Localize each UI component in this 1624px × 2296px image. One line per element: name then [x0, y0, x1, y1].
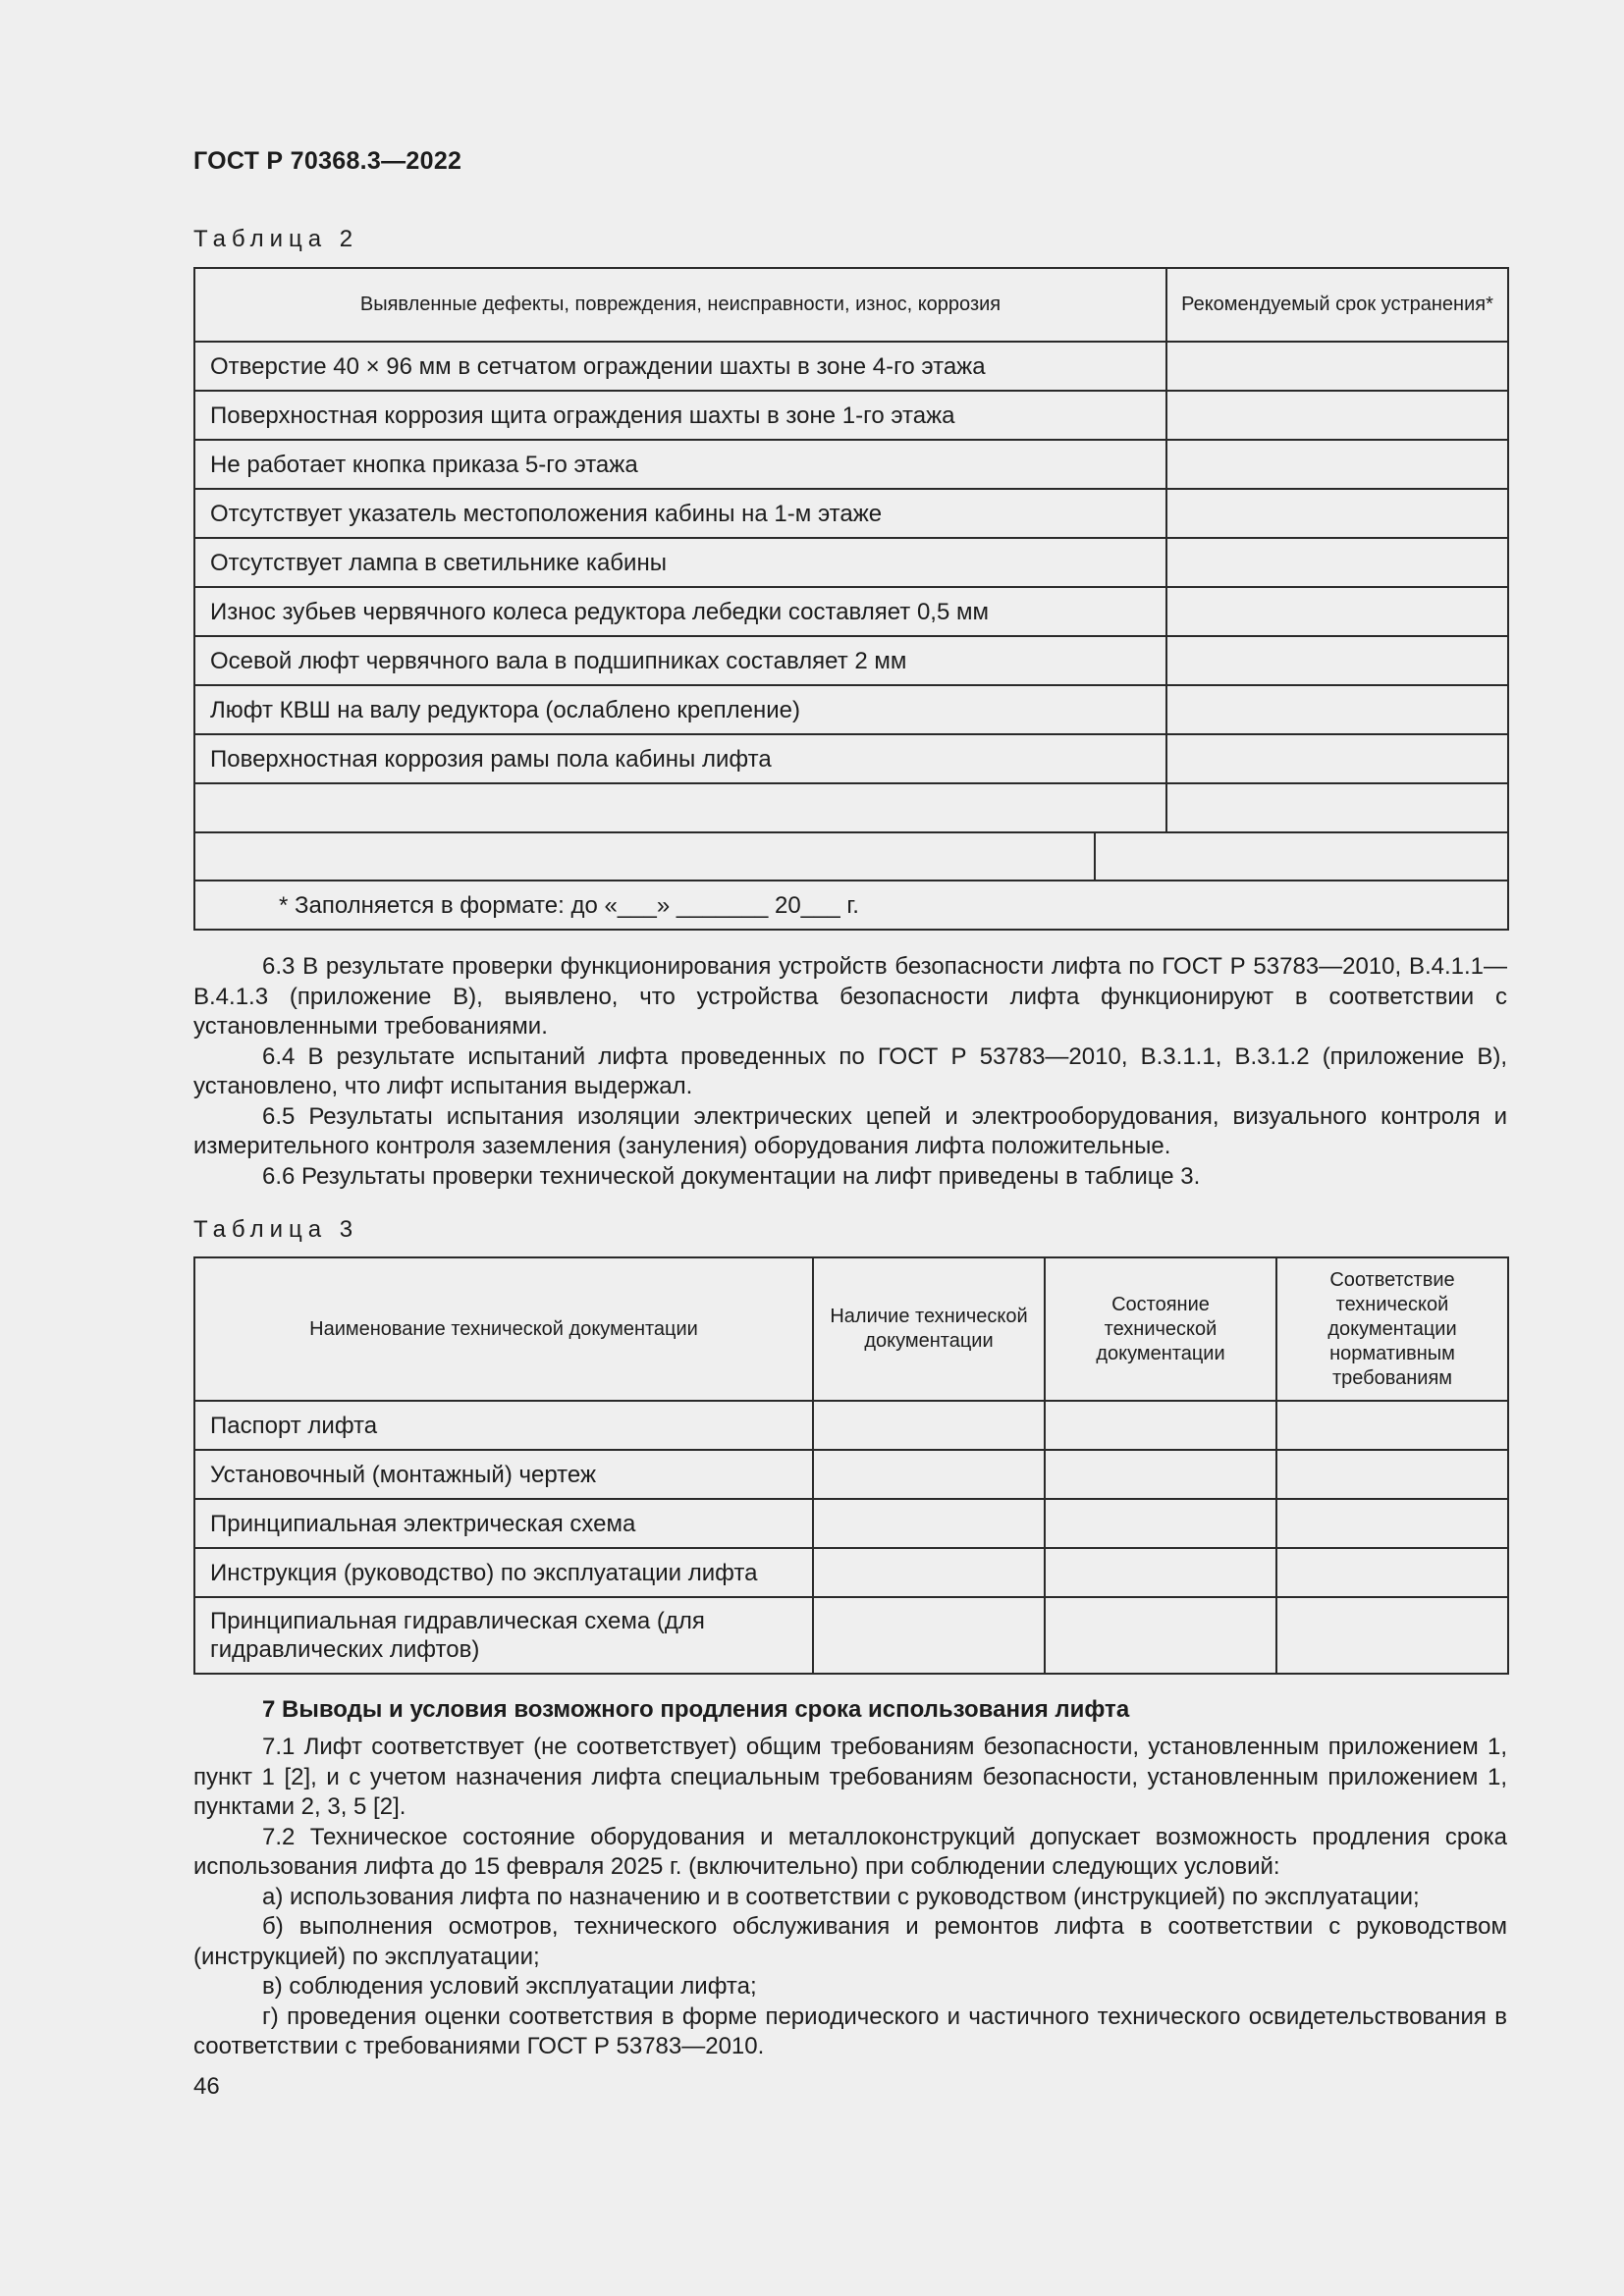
table2-deadline-cell: [1166, 489, 1508, 538]
table2-defect-cell: Поверхностная коррозия щита ограждения шахты в зоне 1-го этажа: [194, 391, 1166, 440]
table2-deadline-cell: [1166, 734, 1508, 783]
table2-deadline-cell: [1166, 440, 1508, 489]
table-row: [194, 1548, 1508, 1597]
table3-cell: [813, 1597, 1045, 1674]
table2-defect-cell: Люфт КВШ на валу редуктора (ослаблено крепление): [194, 685, 1166, 734]
table3-doc-name: Паспорт лифта: [194, 1401, 813, 1450]
table2-split-right: [1096, 833, 1492, 880]
table2-deadline-cell: [1166, 783, 1508, 832]
table3-cell: [813, 1548, 1045, 1597]
paragraph-6-4: 6.4 В результате испытаний лифта проведенных по ГОСТ Р 53783—2010, В.3.1.1, В.3.1.2 (приложение В), установлено, что лифт испытания выдержал.: [193, 1042, 1507, 1099]
table-row: [194, 783, 1508, 832]
table-row: [194, 636, 1508, 685]
table2-deadline-cell: [1166, 391, 1508, 440]
table3-doc-name: Принципиальная гидравлическая схема (для гидравлических лифтов): [194, 1597, 813, 1674]
table3-caption: Таблица 3: [193, 1216, 359, 1243]
table-row: [194, 342, 1508, 391]
section7-text: [193, 1733, 1507, 2062]
table3-cell: [1276, 1450, 1508, 1499]
table3-cell: [1276, 1548, 1508, 1597]
table-row: [194, 1450, 1508, 1499]
condition-b: б) выполнения осмотров, технического обслуживания и ремонтов лифта в соответствии с руководством (инструкцией) по эксплуатации;: [193, 1913, 1507, 1970]
paragraph-6-6: 6.6 Результаты проверки технической документации на лифт приведены в таблице 3.: [262, 1162, 1201, 1190]
table2-defect-cell: Отсутствует лампа в светильнике кабины: [194, 538, 1166, 587]
table-row: [194, 391, 1508, 440]
table3-header-name: Наименование технической документации: [194, 1257, 813, 1401]
table2-defect-cell: Поверхностная коррозия рамы пола кабины лифта: [194, 734, 1166, 783]
table3-header-row: [194, 1257, 1508, 1401]
table-row: [194, 1597, 1508, 1674]
document-header: ГОСТ Р 70368.3—2022: [193, 147, 462, 175]
table3-header-state: Состояние технической документации: [1045, 1257, 1276, 1401]
table2-footnote-row: [194, 881, 1508, 930]
table3-cell: [1045, 1450, 1276, 1499]
table3-cell: [1276, 1597, 1508, 1674]
table2-defect-cell: Износ зубьев червячного колеса редуктора лебедки составляет 0,5 мм: [194, 587, 1166, 636]
condition-a: а) использования лифта по назначению и в соответствии с руководством (инструкцией) по эксплуатации;: [262, 1883, 1420, 1910]
table-row: [194, 832, 1508, 881]
table2-header-row: [194, 268, 1508, 342]
table2: [193, 267, 1509, 931]
paragraph-6-3: 6.3 В результате проверки функционирования устройств безопасности лифта по ГОСТ Р 53783—2010, В.4.1.1—В.4.1.3 (приложение В), выявлено, что устройства безопасности лифта функционируют в соответствии с установленными требованиями.: [193, 953, 1507, 1040]
table2-deadline-cell: [1166, 636, 1508, 685]
table3-doc-name: Принципиальная электрическая схема: [194, 1499, 813, 1548]
condition-d: г) проведения оценки соответствия в форме периодического и частичного технического освидетельствования в соответствии с требованиями ГОСТ Р 53783—2010.: [193, 2002, 1507, 2059]
table3-cell: [813, 1450, 1045, 1499]
table-row: [194, 734, 1508, 783]
paragraph-7-2: 7.2 Техническое состояние оборудования и металлоконструкций допускает возможность продления срока использования лифта до 15 февраля 2025 г. (включительно) при соблюдении следующих условий:: [193, 1823, 1507, 1880]
table2-defect-cell: Отсутствует указатель местоположения кабины на 1-м этаже: [194, 489, 1166, 538]
table3-cell: [1276, 1499, 1508, 1548]
table2-split-cell: [194, 832, 1508, 881]
table2-col1-header: Выявленные дефекты, повреждения, неисправности, износ, коррозия: [194, 268, 1166, 342]
table2-defect-cell: Не работает кнопка приказа 5-го этажа: [194, 440, 1166, 489]
table-row: [194, 489, 1508, 538]
table-row: [194, 1401, 1508, 1450]
table-row: [194, 440, 1508, 489]
table-row: [194, 587, 1508, 636]
section6-text: [193, 952, 1507, 1192]
table3-cell: [1045, 1597, 1276, 1674]
table3-doc-name: Инструкция (руководство) по эксплуатации лифта: [194, 1548, 813, 1597]
table3-cell: [1045, 1401, 1276, 1450]
table3-doc-name: Установочный (монтажный) чертеж: [194, 1450, 813, 1499]
table2-defect-cell: [194, 783, 1166, 832]
table2-deadline-cell: [1166, 342, 1508, 391]
page-number: 46: [193, 2073, 220, 2100]
table2-defect-cell: Осевой люфт червячного вала в подшипниках составляет 2 мм: [194, 636, 1166, 685]
table3-cell: [813, 1401, 1045, 1450]
table2-footnote: * Заполняется в формате: до «___» _______ 20___ г.: [194, 881, 1508, 930]
table2-caption: Таблица 2: [193, 226, 359, 252]
paragraph-7-1: 7.1 Лифт соответствует (не соответствует) общим требованиям безопасности, установленным приложением 1, пункт 1 [2], и с учетом назначения лифта специальным требованиям безопасности, установленным приложением 1, пунктами 2, 3, 5 [2].: [193, 1734, 1507, 1820]
table3: [193, 1256, 1509, 1675]
table2-col2-header: Рекомендуемый срок устранения*: [1166, 268, 1508, 342]
table2-deadline-cell: [1166, 685, 1508, 734]
section7-title: 7 Выводы и условия возможного продления срока использования лифта: [262, 1696, 1130, 1723]
table3-cell: [1045, 1499, 1276, 1548]
table3-header-compliance: Соответствие технической документации нормативным требованиям: [1276, 1257, 1508, 1401]
table3-cell: [813, 1499, 1045, 1548]
table2-deadline-cell: [1166, 587, 1508, 636]
table2-split-left: [210, 833, 1096, 880]
table2-deadline-cell: [1166, 538, 1508, 587]
table3-cell: [1276, 1401, 1508, 1450]
table-row: [194, 1499, 1508, 1548]
table-row: [194, 538, 1508, 587]
paragraph-6-5: 6.5 Результаты испытания изоляции электрических цепей и электрооборудования, визуального контроля и измерительного контроля заземления (зануления) оборудования лифта положительные.: [193, 1102, 1507, 1159]
table3-header-presence: Наличие технической документации: [813, 1257, 1045, 1401]
table2-defect-cell: Отверстие 40 × 96 мм в сетчатом ограждении шахты в зоне 4-го этажа: [194, 342, 1166, 391]
table3-cell: [1045, 1548, 1276, 1597]
table-row: [194, 685, 1508, 734]
condition-c: в) соблюдения условий эксплуатации лифта;: [262, 1973, 757, 2000]
